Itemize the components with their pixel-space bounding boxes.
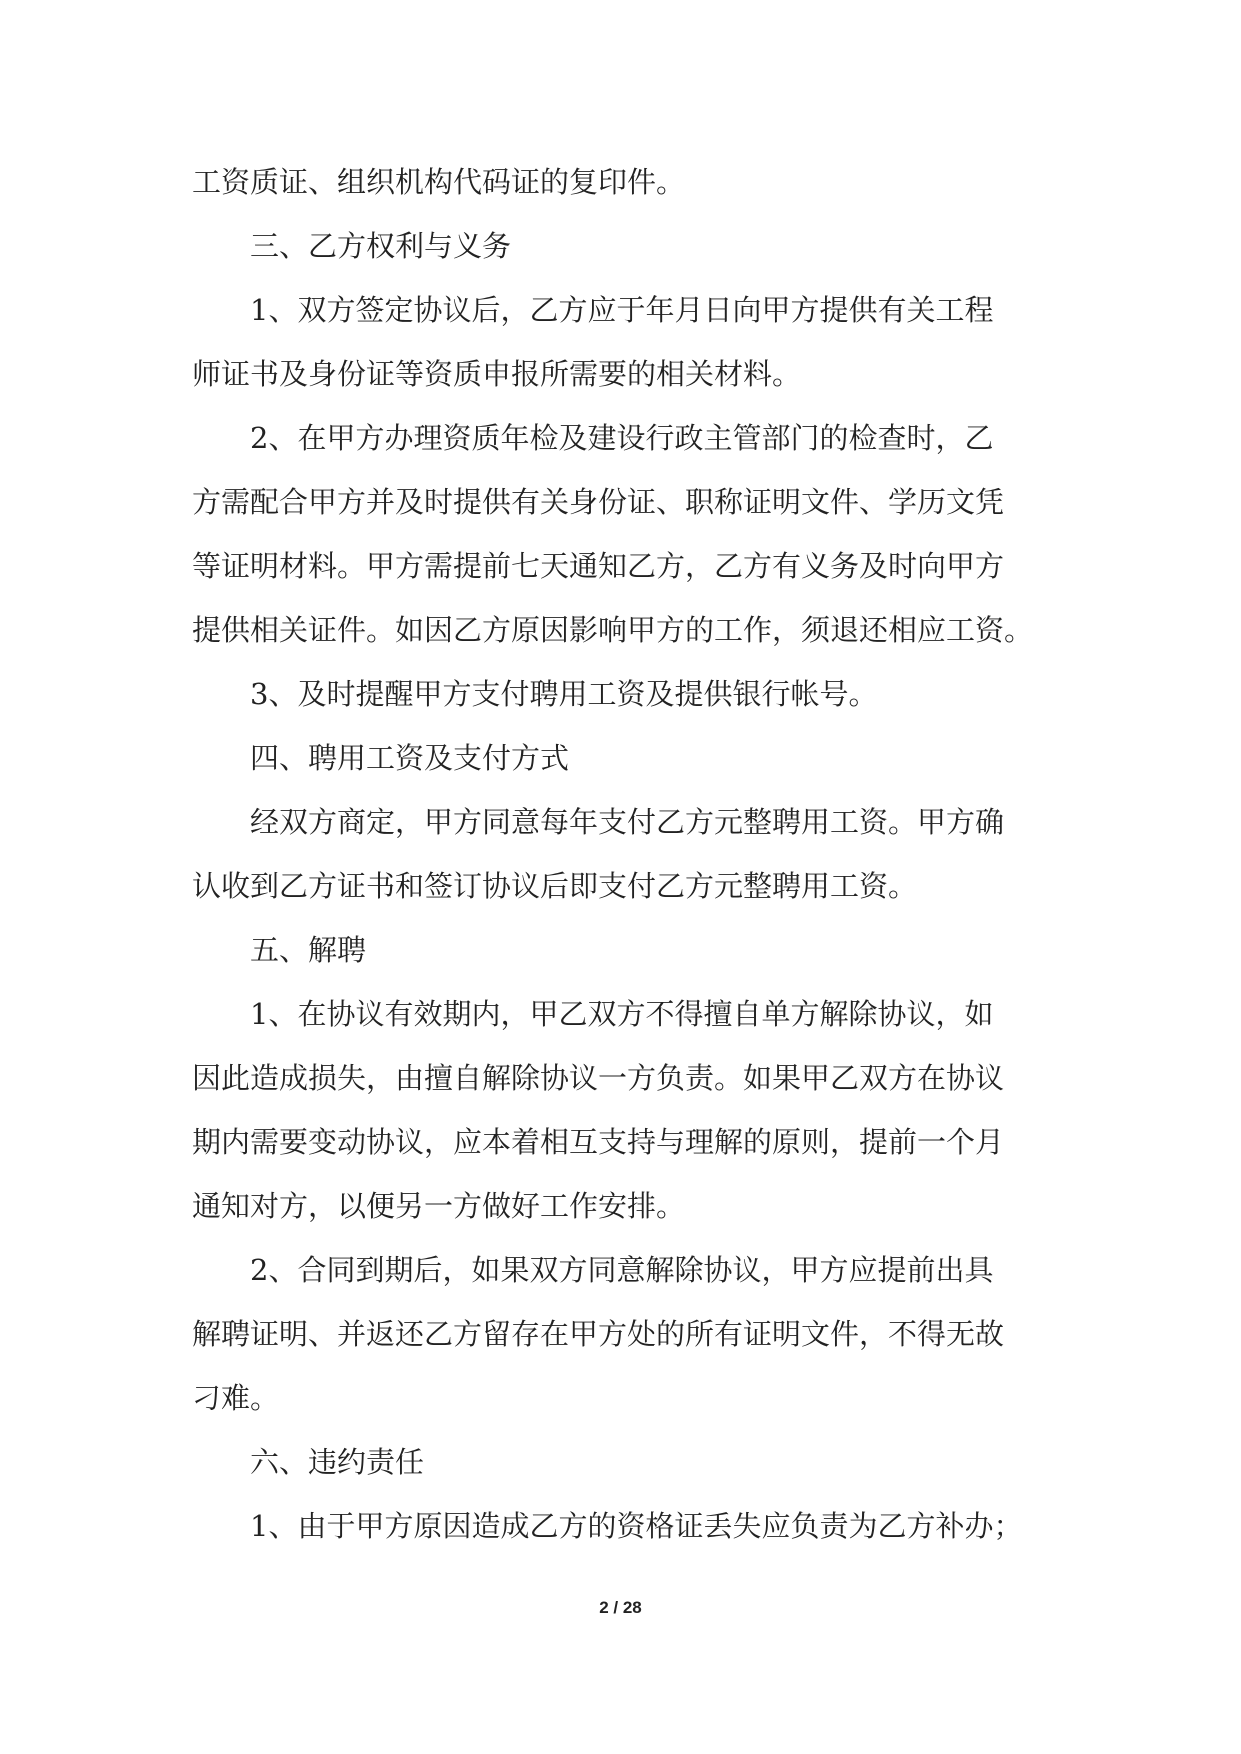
text-line: 期内需要变动协议，应本着相互支持与理解的原则，提前一个月 — [192, 1125, 1005, 1159]
text-line: 2、在甲方办理资质年检及建设行政主管部门的检查时，乙 — [250, 421, 994, 455]
text-line: 工资质证、组织机构代码证的复印件。 — [192, 165, 686, 199]
text-line: 通知对方，以便另一方做好工作安排。 — [192, 1189, 686, 1223]
text-line: 等证明材料。甲方需提前七天通知乙方，乙方有义务及时向甲方 — [192, 549, 1005, 583]
text-line: 1、由于甲方原因造成乙方的资格证丢失应负责为乙方补办； — [250, 1509, 1023, 1543]
text-line: 刁难。 — [192, 1381, 280, 1415]
section-heading-4: 四、聘用工资及支付方式 — [250, 741, 570, 775]
text-line: 因此造成损失，由擅自解除协议一方负责。如果甲乙双方在协议 — [192, 1061, 1005, 1095]
text-line: 师证书及身份证等资质申报所需要的相关材料。 — [192, 357, 802, 391]
text-line: 解聘证明、并返还乙方留存在甲方处的所有证明文件，不得无故 — [192, 1317, 1005, 1351]
text-line: 方需配合甲方并及时提供有关身份证、职称证明文件、学历文凭 — [192, 485, 1005, 519]
section-heading-3: 三、乙方权利与义务 — [250, 229, 512, 263]
document-body — [192, 150, 1052, 1558]
text-line: 经双方商定，甲方同意每年支付乙方元整聘用工资。甲方确 — [250, 805, 1005, 839]
section-heading-5: 五、解聘 — [250, 933, 367, 967]
text-line: 3、及时提醒甲方支付聘用工资及提供银行帐号。 — [250, 677, 878, 711]
text-line: 认收到乙方证书和签订协议后即支付乙方元整聘用工资。 — [192, 869, 918, 903]
text-line: 2、合同到期后，如果双方同意解除协议，甲方应提前出具 — [250, 1253, 994, 1287]
section-heading-6: 六、违约责任 — [250, 1445, 425, 1479]
text-line: 1、在协议有效期内，甲乙双方不得擅自单方解除协议，如 — [250, 997, 994, 1031]
text-line: 提供相关证件。如因乙方原因影响甲方的工作，须退还相应工资。 — [192, 613, 1034, 647]
page-number: 2 / 28 — [599, 1598, 642, 1617]
text-line: 1、双方签定协议后，乙方应于年月日向甲方提供有关工程 — [250, 293, 994, 327]
